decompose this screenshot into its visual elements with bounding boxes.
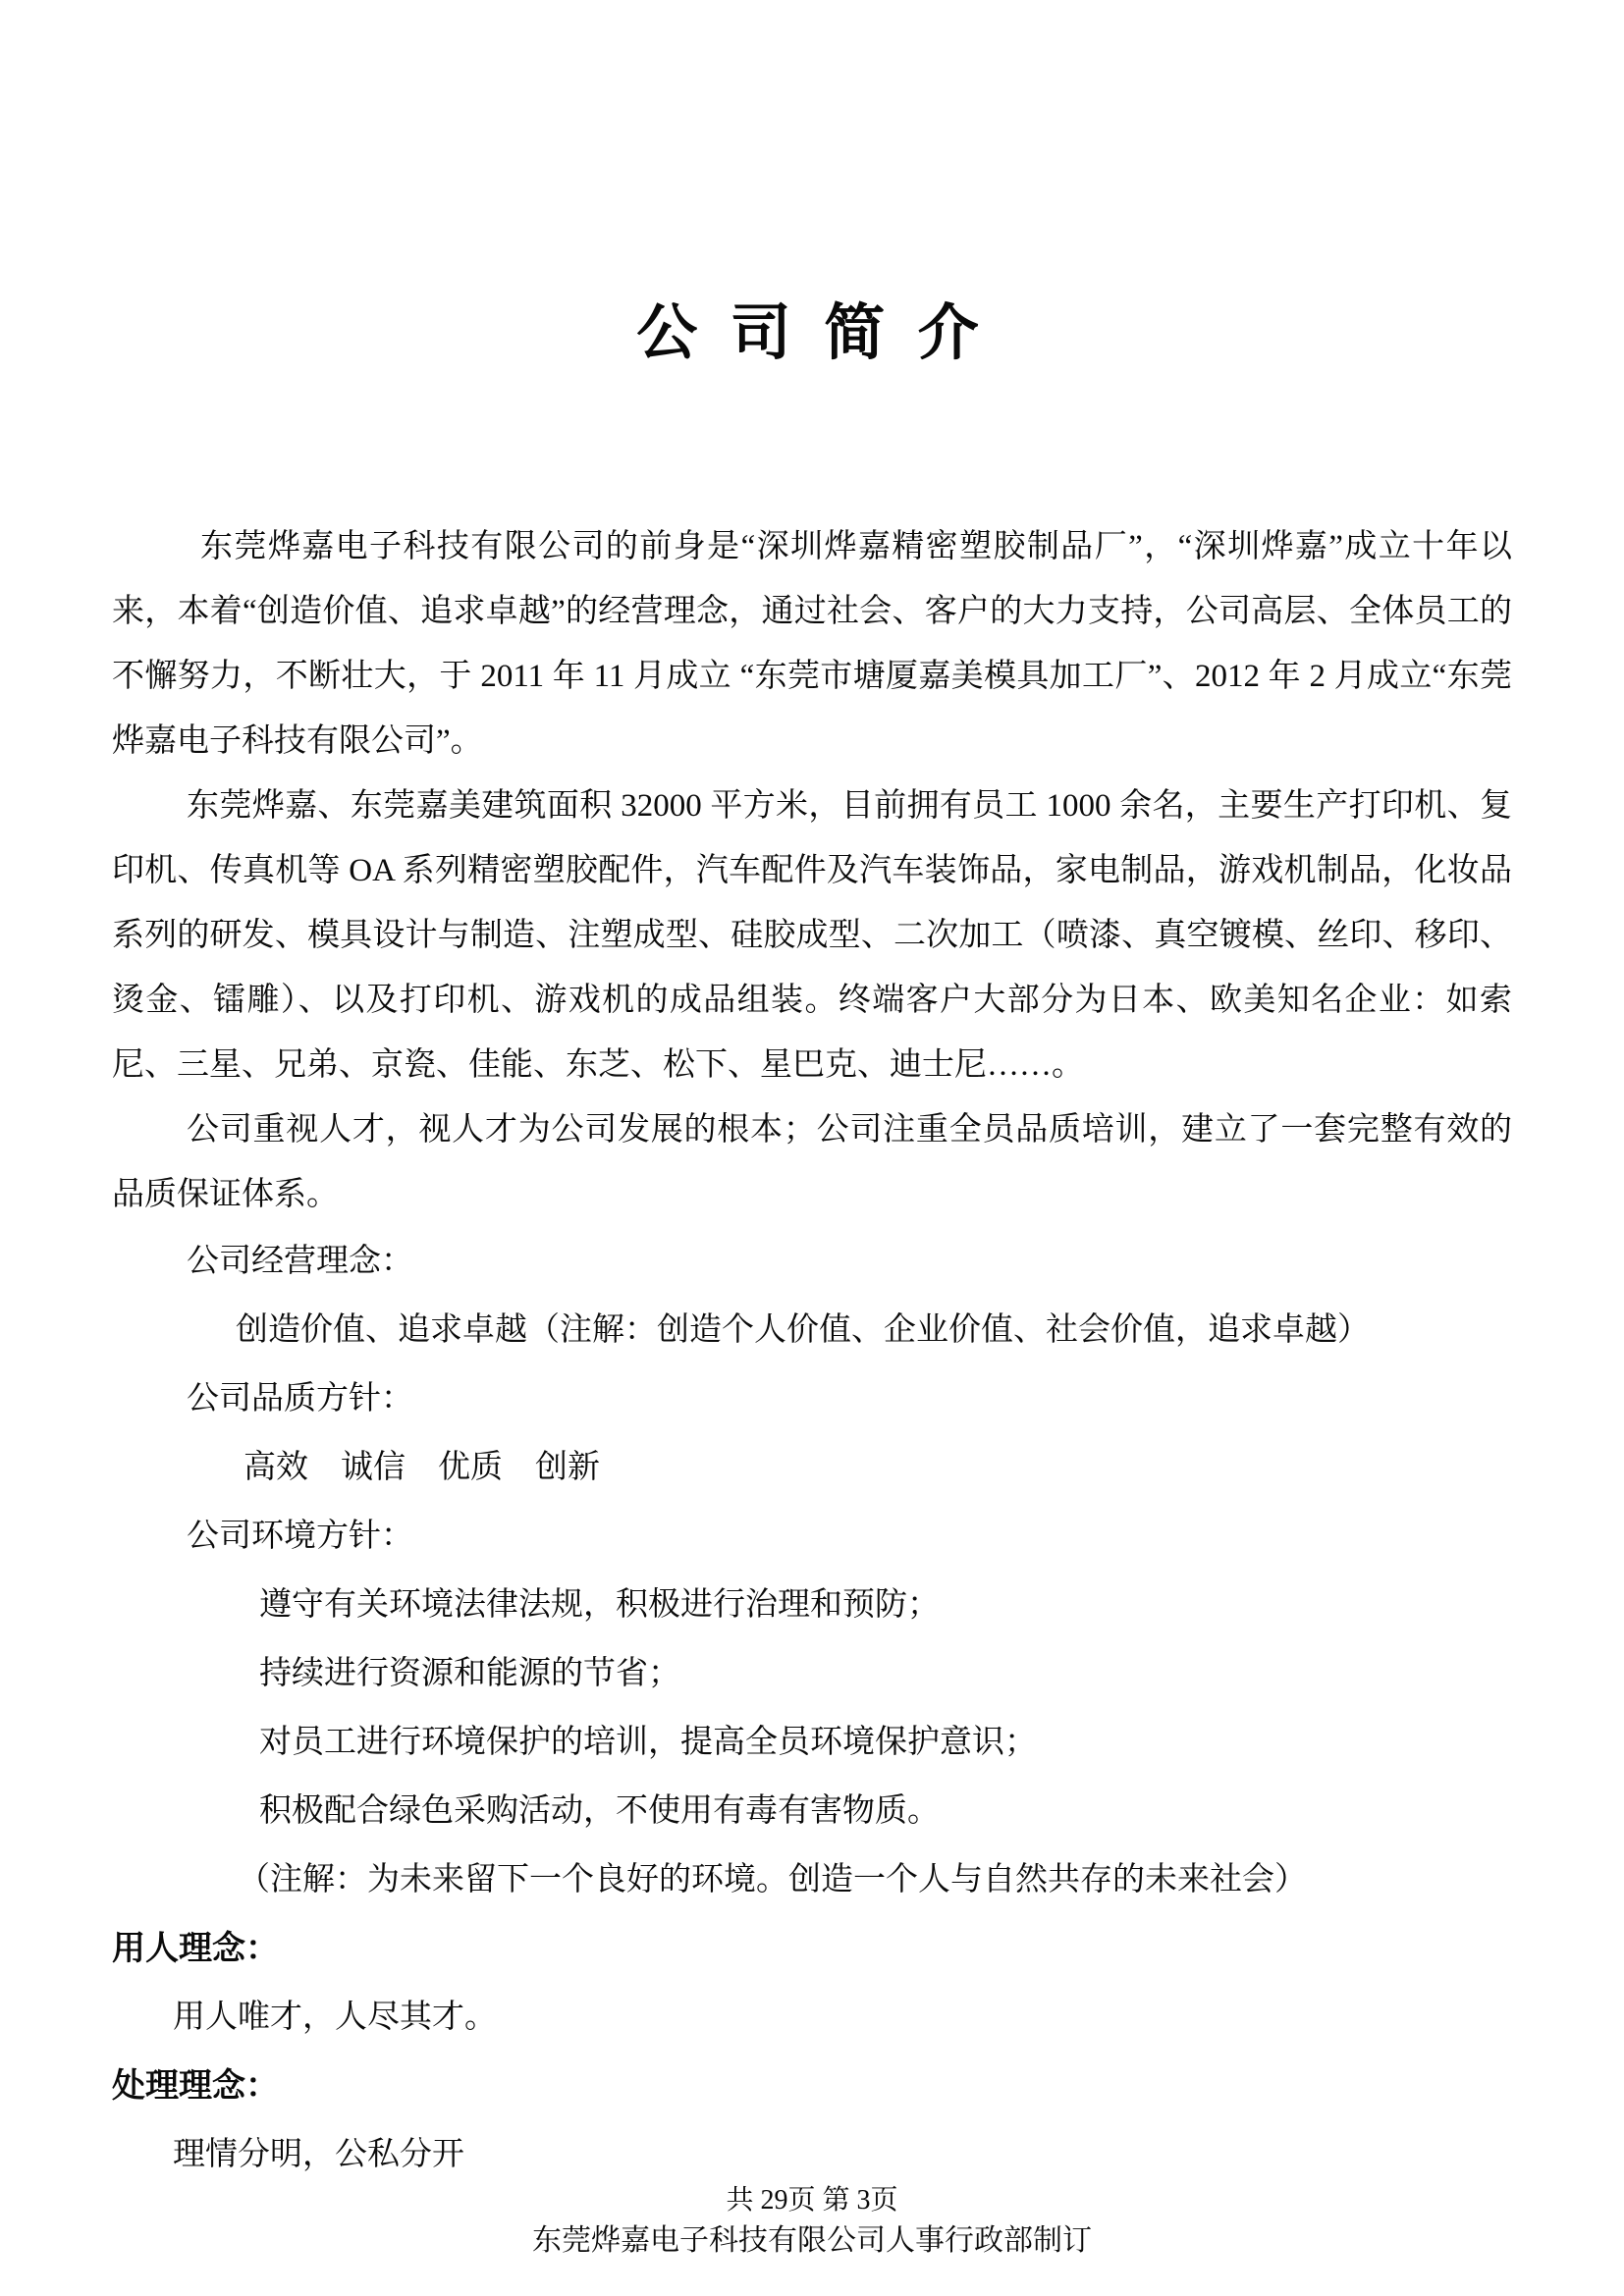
business-philosophy-value: 创造价值、追求卓越（注解：创造个人价值、企业价值、社会价值，追求卓越） xyxy=(236,1312,1370,1348)
business-philosophy-heading: 公司经营理念： xyxy=(187,1244,413,1279)
environment-policy-note: （注解：为未来留下一个良好的环境。创造一个人与自然共存的未来社会） xyxy=(238,1862,1307,1897)
quality-policy-value: 高效 诚信 优质 创新 xyxy=(244,1450,600,1485)
footer-page-number: 共 29页 第 3页 xyxy=(726,2185,898,2216)
paragraph-company-scale: 东莞烨嘉、东莞嘉美建筑面积 32000 平方米，目前拥有员工 1000 余名，主要生产打印机、复印机、传真机等 OA 系列精密塑胶配件，汽车配件及汽车装饰品，家电制品，游戏机制品，化妆品系列的研发、模具设计与制造、注塑成型、硅胶成型、二次加工（喷漆、真空镀模、丝印、移印、烫金、镭雕）、以及打印机、游戏机的成品组装。终端客户大部分为日本、欧美知名企业：如索尼、三星、兄弟、京瓷、佳能、东芝、松下、星巴克、迪士尼……。 xyxy=(112,788,1512,1083)
hiring-philosophy-value: 用人唯才，人尽其才。 xyxy=(173,2000,497,2035)
page-footer xyxy=(0,2181,1624,2262)
environment-policy-item-3: 对员工进行环境保护的培训，提高全员环境保护意识； xyxy=(259,1725,1037,1760)
environment-policy-heading: 公司环境方针： xyxy=(187,1519,413,1554)
environment-policy-item-4: 积极配合绿色采购活动，不使用有毒有害物质。 xyxy=(259,1793,940,1829)
handling-philosophy-heading: 处理理念： xyxy=(112,2067,279,2105)
paragraph-talent-quality: 公司重视人才，视人才为公司发展的根本；公司注重全员品质培训，建立了一套完整有效的品质保证体系。 xyxy=(112,1112,1512,1212)
quality-policy-heading: 公司品质方针： xyxy=(187,1381,413,1416)
hiring-philosophy-heading: 用人理念： xyxy=(112,1930,279,1967)
environment-policy-item-2: 持续进行资源和能源的节省； xyxy=(259,1656,680,1691)
document-body xyxy=(112,514,1512,2189)
handling-philosophy-value: 理情分明，公私分开 xyxy=(173,2137,464,2172)
doc-title: 公 司 简 介 xyxy=(636,300,988,367)
environment-policy-item-1: 遵守有关环境法律法规，积极进行治理和预防； xyxy=(259,1587,940,1623)
paragraph-company-history: 东莞烨嘉电子科技有限公司的前身是“深圳烨嘉精密塑胶制品厂”，“深圳烨嘉”成立十年以来，本着“创造价值、追求卓越”的经营理念，通过社会、客户的大力支持，公司高层、全体员工的不懈努力，不断壮大，于 2011 年 11 月成立 “东莞市塘厦嘉美模具加工厂”、2012 年 2 月成立“东莞烨嘉电子科技有限公司”。 xyxy=(112,529,1512,759)
footer-issuer: 东莞烨嘉电子科技有限公司人事行政部制订 xyxy=(532,2224,1092,2257)
